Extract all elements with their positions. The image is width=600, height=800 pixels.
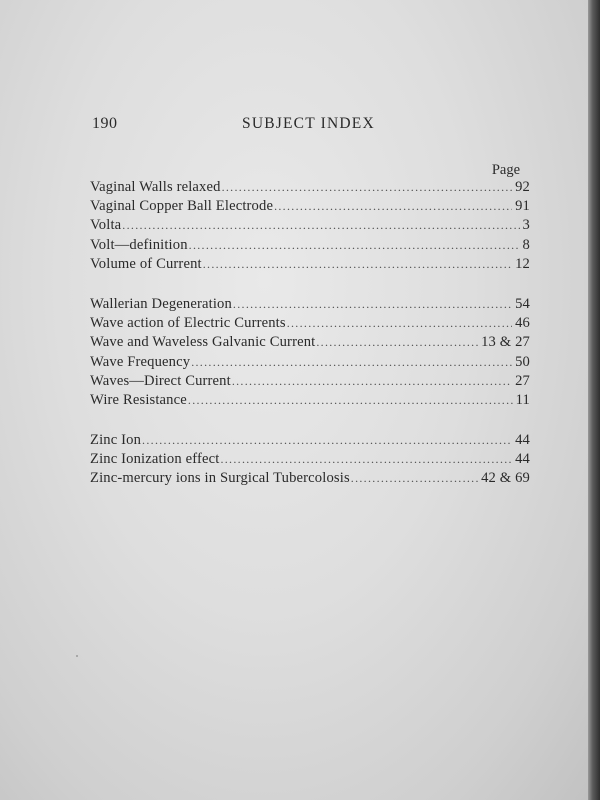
index-term: Vaginal Walls relaxed — [90, 179, 221, 195]
index-term: Volt—definition — [90, 236, 188, 253]
index-entry — [90, 314, 530, 333]
index-pages: 44 — [515, 432, 530, 449]
index-pages: 13 & 27 — [481, 334, 530, 351]
book-gutter-edge — [588, 0, 600, 800]
index-entry — [90, 372, 530, 391]
dot-leader — [203, 255, 512, 274]
index-entry — [90, 469, 530, 488]
index-pages: 8 — [522, 236, 530, 253]
page-number: 190 — [92, 115, 118, 132]
dot-leader — [220, 450, 512, 469]
index-term: Volta — [90, 217, 122, 234]
index-pages: 42 & 69 — [481, 470, 530, 487]
page-column-heading: Page — [491, 162, 520, 178]
dot-leader — [274, 197, 512, 216]
index-pages: 44 — [515, 451, 530, 468]
dot-leader — [351, 469, 478, 488]
index-entry — [90, 333, 530, 352]
index-entry — [90, 216, 530, 235]
index-pages: 46 — [515, 315, 530, 332]
index-term: Zinc-mercury ions in Surgical Tubercolosis — [90, 470, 350, 487]
index-entry — [90, 178, 530, 197]
subject-index — [90, 178, 530, 510]
index-term: Vaginal Copper Ball Electrode — [90, 198, 274, 215]
page-header — [92, 115, 532, 137]
dot-leader — [191, 353, 512, 372]
index-pages: 27 — [515, 372, 530, 389]
index-pages: 3 — [522, 217, 530, 234]
index-pages: 91 — [515, 198, 530, 215]
dot-leader — [142, 431, 512, 450]
index-entry — [90, 391, 530, 410]
index-group-w — [90, 295, 530, 410]
index-term: Wave and Waveless Galvanic Current — [90, 334, 316, 351]
index-entry — [90, 431, 530, 450]
index-pages: 50 — [515, 353, 530, 370]
index-term: Waves—Direct Current — [90, 372, 231, 389]
dot-leader — [316, 333, 478, 352]
index-pages: 11 — [515, 391, 530, 408]
dot-leader — [222, 178, 513, 197]
index-entry — [90, 236, 530, 255]
index-term: Zinc Ion — [90, 432, 142, 449]
index-term: Wave Frequency — [90, 353, 191, 370]
paper-speck — [76, 655, 78, 657]
dot-leader — [287, 314, 512, 333]
index-term: Zinc Ionization effect — [90, 451, 220, 468]
index-term: Wave action of Electric Currents — [90, 315, 286, 332]
index-group-z — [90, 431, 530, 489]
running-head: SUBJECT INDEX — [242, 115, 375, 132]
dot-leader — [189, 236, 520, 255]
index-entry — [90, 353, 530, 372]
index-term: Wire Resistance — [90, 391, 187, 408]
index-term: Volume of Current — [90, 255, 202, 272]
index-entry — [90, 197, 530, 216]
index-entry — [90, 255, 530, 274]
dot-leader — [188, 391, 513, 410]
index-group-v — [90, 178, 530, 274]
index-entry — [90, 450, 530, 469]
index-pages: 54 — [515, 295, 530, 312]
dot-leader — [233, 295, 512, 314]
index-term: Wallerian Degeneration — [90, 295, 232, 312]
dot-leader — [232, 372, 512, 391]
index-entry — [90, 295, 530, 314]
index-pages: 12 — [515, 255, 530, 272]
dot-leader — [122, 216, 519, 235]
index-pages: 92 — [515, 179, 530, 195]
